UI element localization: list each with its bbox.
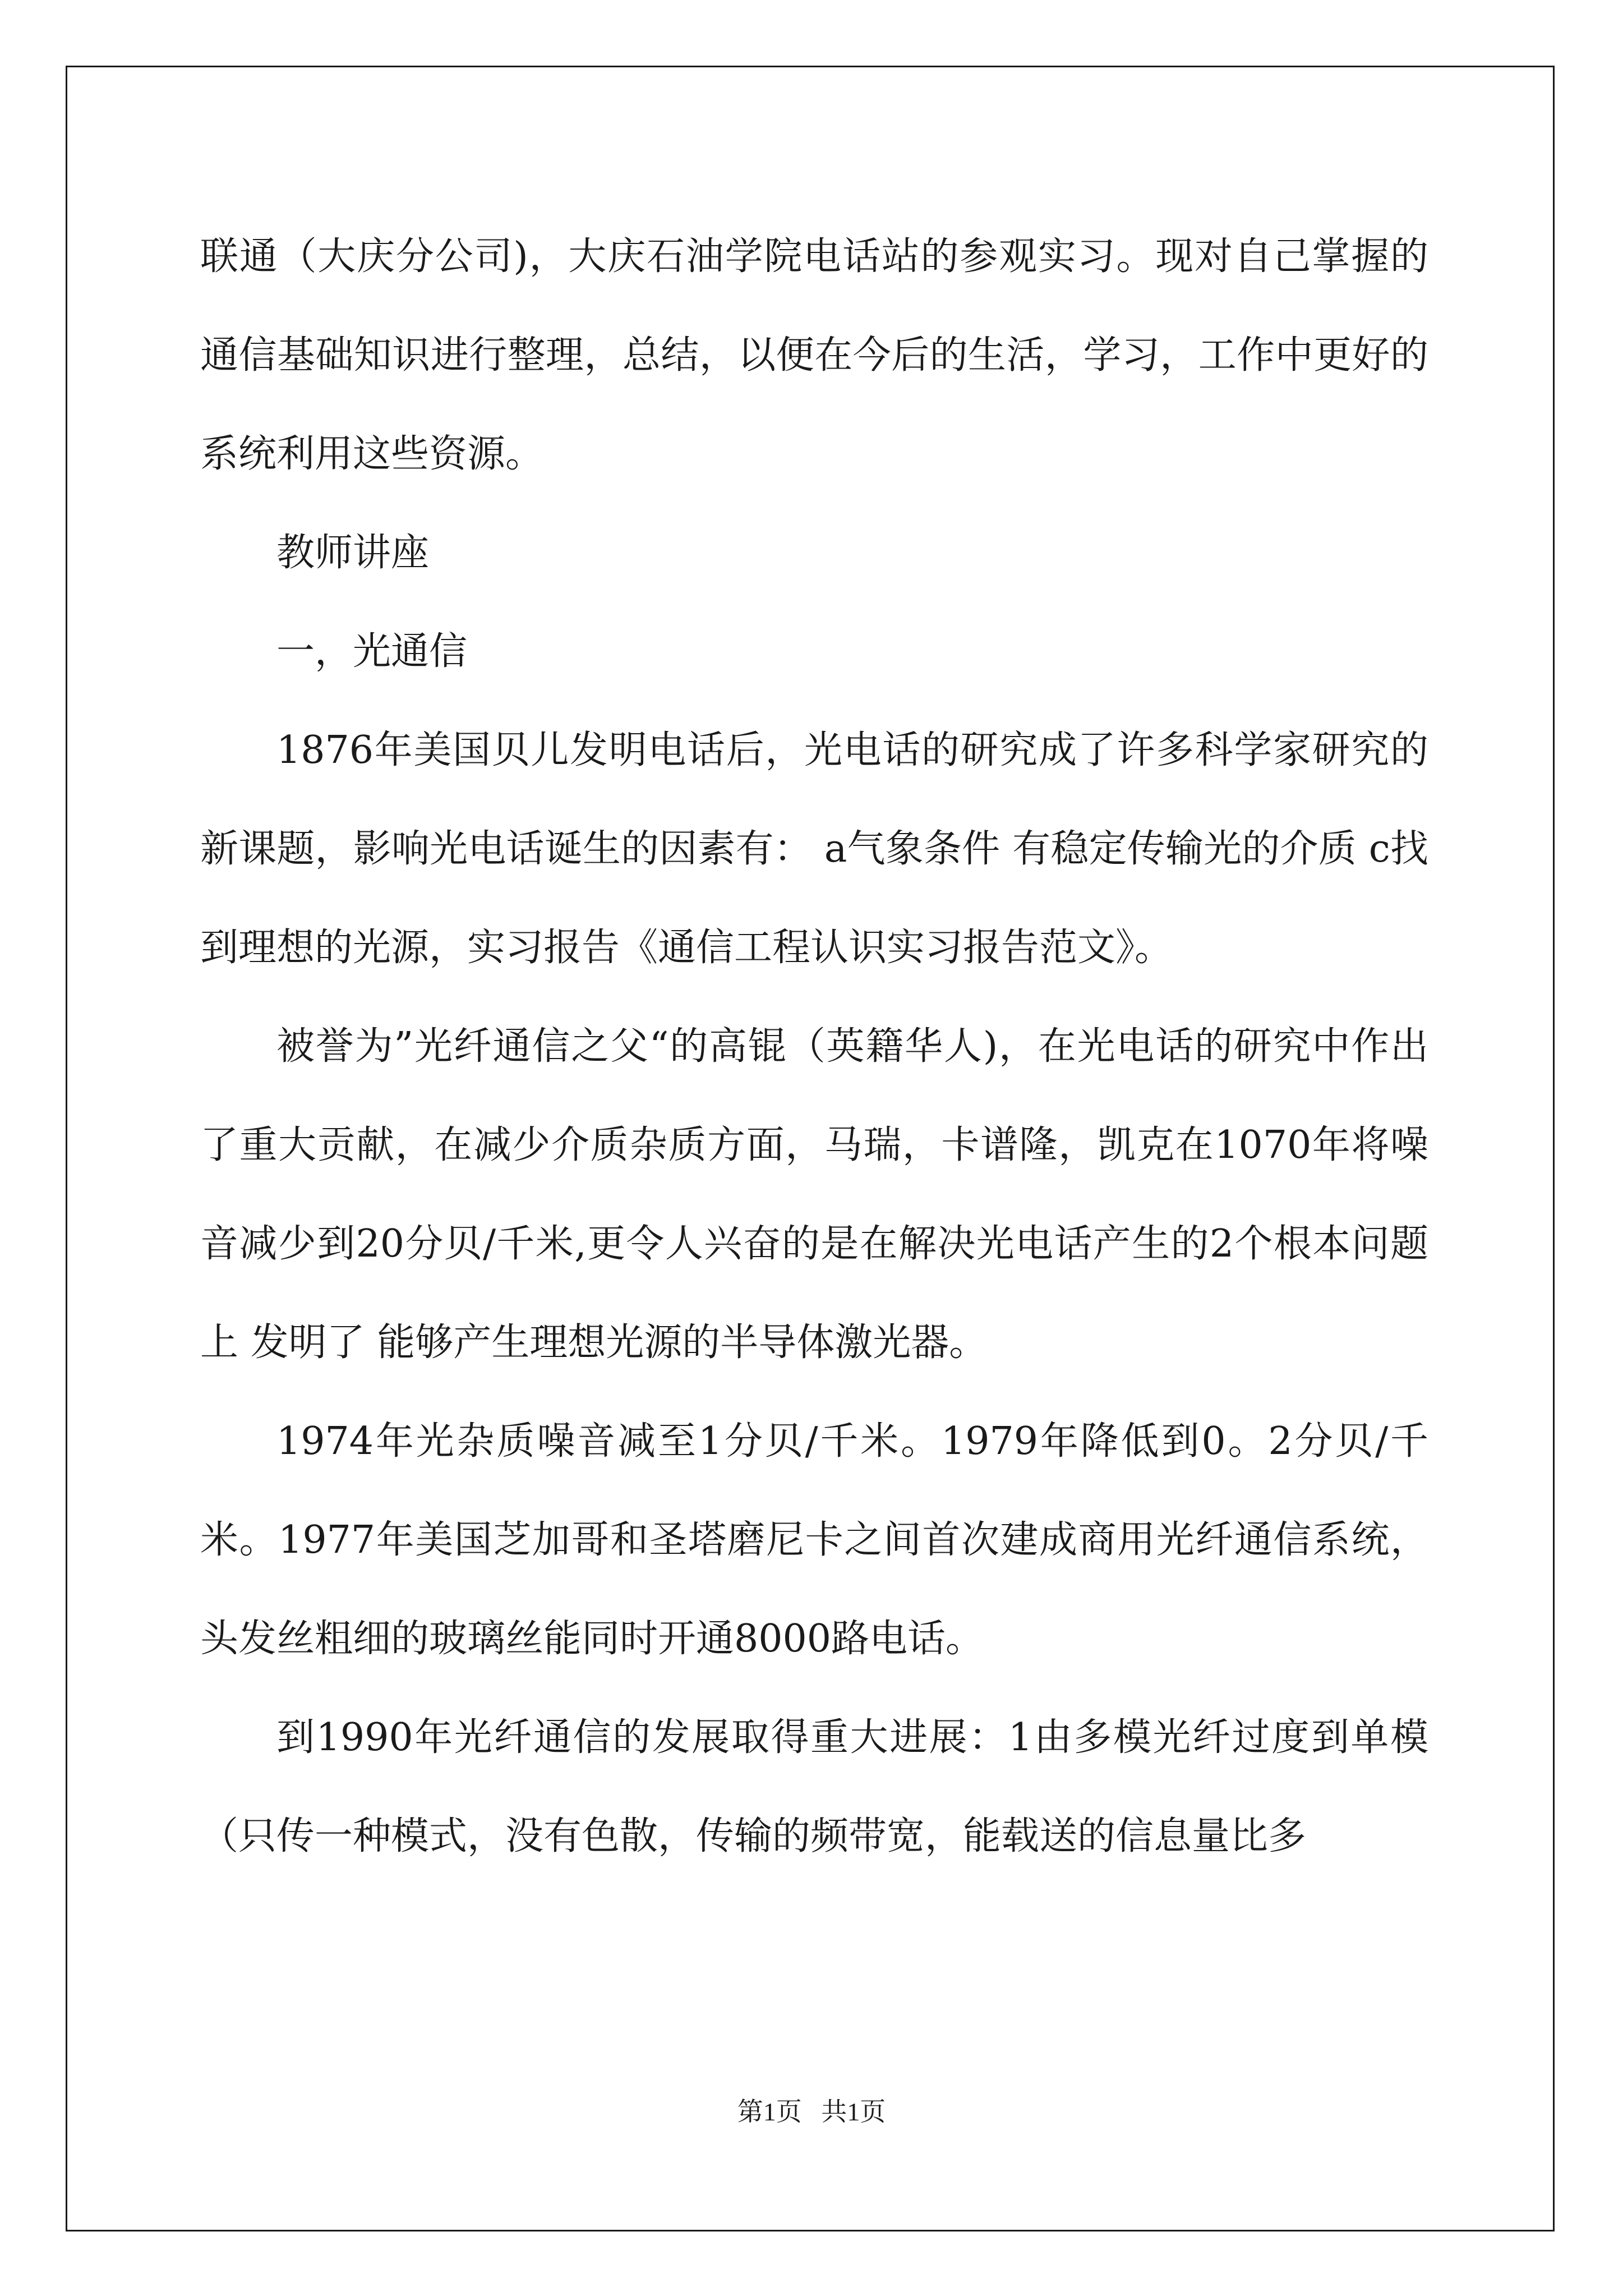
heading-optical-communication: 一，光通信 [276,629,468,674]
paragraph-intro-continued: 联通（大庆分公司)，大庆石油学院电话站的参观实习。现对自己掌握的通信基础知识进行整理，总结，以便在今后的生活，学习，工作中更好的系统利用这些资源。 [200,234,1428,476]
paragraph-charles-kao: 被誉为”光纤通信之父“的高锟（英籍华人)，在光电话的研究中作出了重大贡献，在减少介质杂质方面，马瑞，卡谱隆，凯克在1070年将噪音减少到20分贝/千米,更令人兴奋的是在解决光电话产生的2个根本问题上 发明了 能够产生理想光源的半导体激光器。 [200,1024,1428,1365]
document-body [200,208,1428,1886]
page-footer: 第1页 共1页 [737,2097,886,2126]
paragraph-1974-1977: 1974年光杂质噪音减至1分贝/千米。1979年降低到0。2分贝/千米。1977年美国芝加哥和圣塔磨尼卡之间首次建成商用光纤通信系统，头发丝粗细的玻璃丝能同时开通8000路电话。 [200,1419,1428,1661]
paragraph-1876-history: 1876年美国贝儿发明电话后，光电话的研究成了许多科学家研究的新课题，影响光电话诞生的因素有： a气象条件 有稳定传输光的介质 c找到理想的光源，实习报告《通信工程认识实习报告范文》。 [200,728,1428,970]
heading-teacher-lecture: 教师讲座 [276,531,430,575]
paragraph-1990-progress: 到1990年光纤通信的发展取得重大进展：1由多模光纤过度到单模（只传一种模式，没有色散，传输的频带宽，能载送的信息量比多 [200,1715,1428,1858]
